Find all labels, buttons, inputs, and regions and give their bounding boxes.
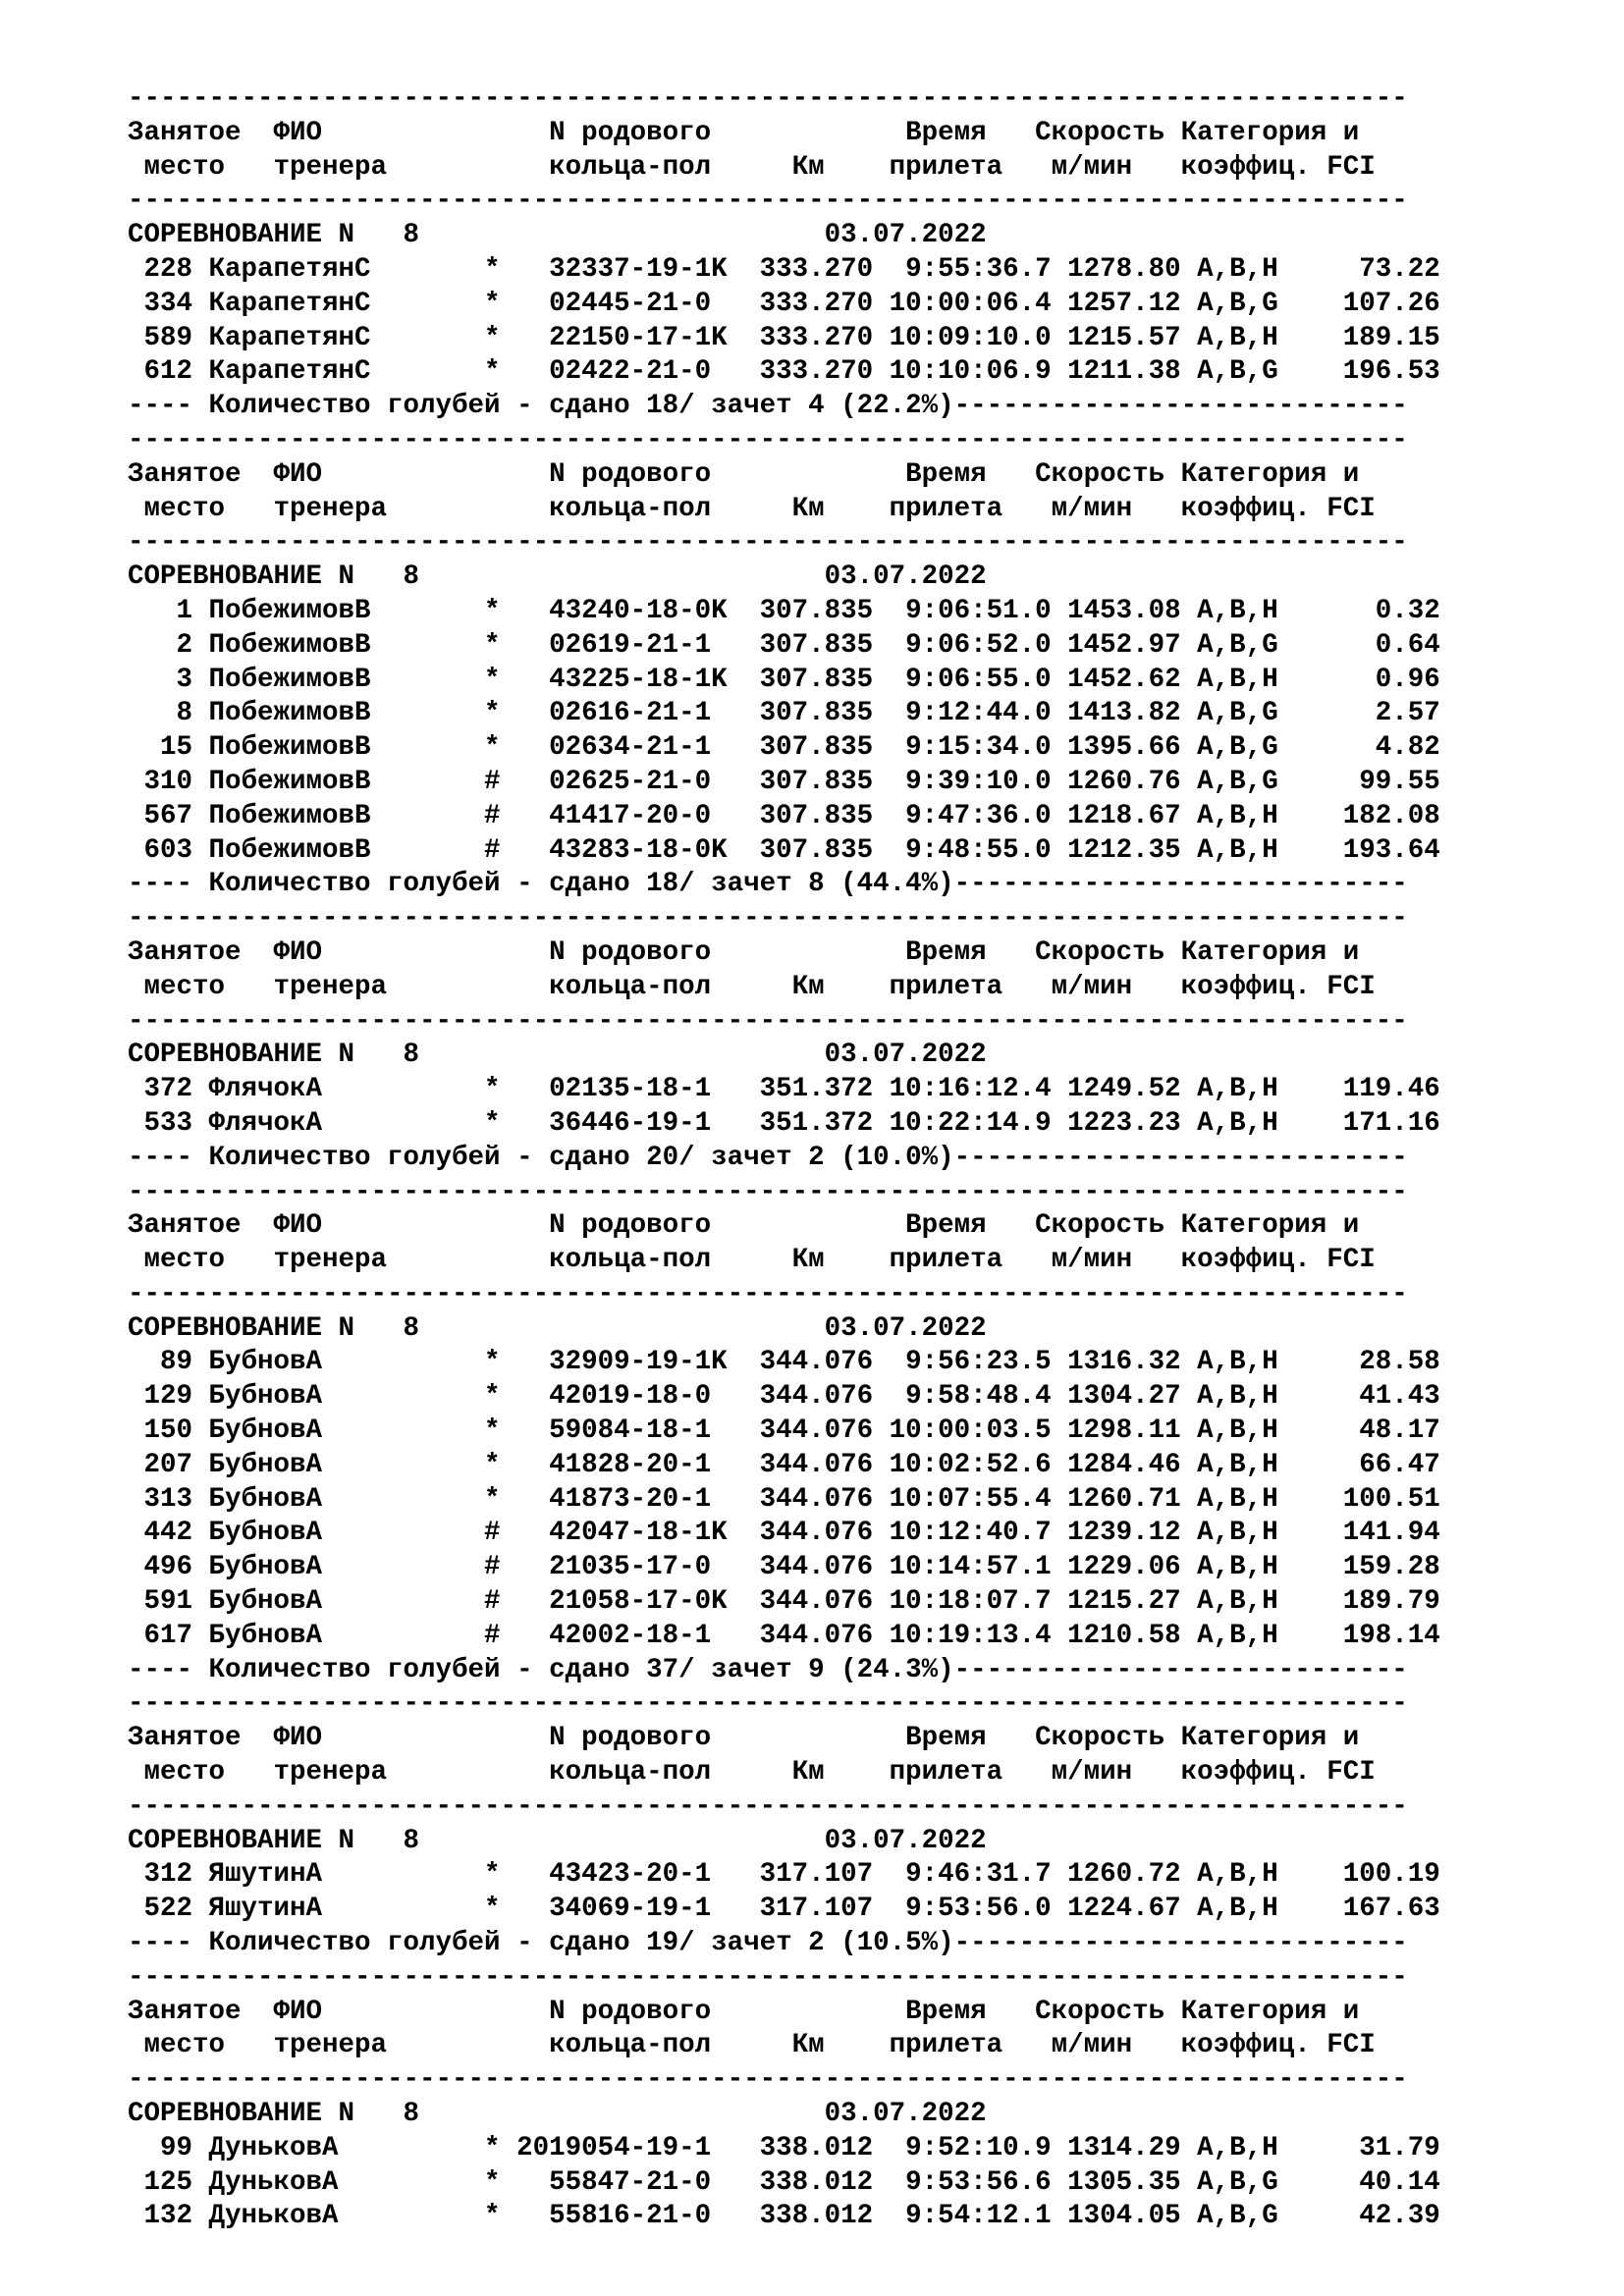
- report-line: 533 ФлячокА * 36446-19-1 351.372 10:22:14.9 1223.23 A,B,H 171.16: [128, 1107, 1440, 1139]
- report-line: 125 ДуньковА * 55847-21-0 338.012 9:53:56.6 1305.35 A,B,G 40.14: [128, 2166, 1440, 2198]
- report-line: -------------------------------------------------------------------------------: [128, 1176, 1408, 1207]
- result-section: [128, 902, 1440, 1175]
- report-line: -------------------------------------------------------------------------------: [128, 186, 1408, 217]
- report-line: СОРЕВНОВАНИЕ N 8 03.07.2022: [128, 220, 987, 251]
- report-line: СОРЕВНОВАНИЕ N 8 03.07.2022: [128, 561, 987, 593]
- report-line: 334 КарапетянС * 02445-21-0 333.270 10:00:06.4 1257.12 A,B,G 107.26: [128, 288, 1440, 319]
- report-line: 591 БубновА # 21058-17-0K 344.076 10:18:07.7 1215.27 A,B,H 189.79: [128, 1586, 1440, 1618]
- report-line: 442 БубновА # 42047-18-1K 344.076 10:12:40.7 1239.12 A,B,H 141.94: [128, 1518, 1440, 1549]
- report-line: ---- Количество голубей - сдано 37/ зачет 9 (24.3%)----------------------------: [128, 1654, 1408, 1685]
- report-line: 372 ФлячокА * 02135-18-1 351.372 10:16:12.4 1249.52 A,B,H 119.46: [128, 1074, 1440, 1105]
- report-line: Занятое ФИО N родового Время Скорость Категория и: [128, 936, 1360, 968]
- result-section: [128, 82, 1440, 424]
- report-line: 15 ПобежимовВ * 02634-21-1 307.835 9:15:34.0 1395.66 A,B,G 4.82: [128, 732, 1440, 764]
- report-line: СОРЕВНОВАНИЕ N 8 03.07.2022: [128, 2099, 987, 2130]
- report-line: 567 ПобежимовВ # 41417-20-0 307.835 9:47:36.0 1218.67 A,B,H 182.08: [128, 800, 1440, 831]
- report-line: Занятое ФИО N родового Время Скорость Категория и: [128, 1723, 1360, 1754]
- report-line: 612 КарапетянС * 02422-21-0 333.270 10:10:06.9 1211.38 A,B,G 196.53: [128, 356, 1440, 388]
- result-section: [128, 1687, 1440, 1960]
- report-line: 1 ПобежимовВ * 43240-18-0K 307.835 9:06:51.0 1453.08 A,B,H 0.32: [128, 595, 1440, 626]
- report-line: 589 КарапетянС * 22150-17-1K 333.270 10:09:10.0 1215.57 A,B,H 189.15: [128, 322, 1440, 353]
- report-line: 132 ДуньковА * 55816-21-0 338.012 9:54:12.1 1304.05 A,B,G 42.39: [128, 2201, 1440, 2232]
- report-line: 3 ПобежимовВ * 43225-18-1K 307.835 9:06:55.0 1452.62 A,B,H 0.96: [128, 664, 1440, 695]
- report-line: 603 ПобежимовВ # 43283-18-0K 307.835 9:48:55.0 1212.35 A,B,H 193.64: [128, 834, 1440, 866]
- report-line: 2 ПобежимовВ * 02619-21-1 307.835 9:06:52.0 1452.97 A,B,G 0.64: [128, 629, 1440, 661]
- report-line: 129 БубновА * 42019-18-0 344.076 9:58:48.4 1304.27 A,B,H 41.43: [128, 1381, 1440, 1413]
- result-section: [128, 1176, 1440, 1688]
- report-line: 522 ЯшутинА * 34069-19-1 317.107 9:53:56.0 1224.67 A,B,H 167.63: [128, 1894, 1440, 1925]
- report-line: 8 ПобежимовВ * 02616-21-1 307.835 9:12:44.0 1413.82 A,B,G 2.57: [128, 698, 1440, 729]
- report-line: 207 БубновА * 41828-20-1 344.076 10:02:52.6 1284.46 A,B,H 66.47: [128, 1449, 1440, 1480]
- report-line: 313 БубновА * 41873-20-1 344.076 10:07:55.4 1260.71 A,B,H 100.51: [128, 1483, 1440, 1515]
- report-line: -------------------------------------------------------------------------------: [128, 1278, 1408, 1309]
- report-line: место тренера кольца-пол Км прилета м/мин коэффиц. FCI: [128, 1757, 1376, 1789]
- report-line: 228 КарапетянС * 32337-19-1K 333.270 9:55:36.7 1278.80 A,B,H 73.22: [128, 253, 1440, 285]
- report-line: -------------------------------------------------------------------------------: [128, 83, 1408, 114]
- report-line: -------------------------------------------------------------------------------: [128, 1961, 1408, 1993]
- report-line: СОРЕВНОВАНИЕ N 8 03.07.2022: [128, 1312, 987, 1344]
- result-section: [128, 1961, 1440, 2234]
- report-line: Занятое ФИО N родового Время Скорость Категория и: [128, 1996, 1360, 2027]
- report-line: -------------------------------------------------------------------------------: [128, 424, 1408, 455]
- report-line: место тренера кольца-пол Км прилета м/мин коэффиц. FCI: [128, 1245, 1376, 1276]
- report-line: -------------------------------------------------------------------------------: [128, 1790, 1408, 1822]
- results-document: [128, 82, 1440, 2234]
- report-line: -------------------------------------------------------------------------------: [128, 2064, 1408, 2096]
- report-line: Занятое ФИО N родового Время Скорость Категория и: [128, 458, 1360, 490]
- report-line: ---- Количество голубей - сдано 20/ зачет 2 (10.0%)----------------------------: [128, 1142, 1408, 1173]
- report-line: -------------------------------------------------------------------------------: [128, 1005, 1408, 1037]
- report-line: -------------------------------------------------------------------------------: [128, 903, 1408, 934]
- report-line: ---- Количество голубей - сдано 18/ зачет 8 (44.4%)----------------------------: [128, 869, 1408, 900]
- report-line: СОРЕВНОВАНИЕ N 8 03.07.2022: [128, 1825, 987, 1856]
- report-line: 310 ПобежимовВ # 02625-21-0 307.835 9:39:10.0 1260.76 A,B,G 99.55: [128, 766, 1440, 797]
- report-line: 496 БубновА # 21035-17-0 344.076 10:14:57.1 1229.06 A,B,H 159.28: [128, 1552, 1440, 1583]
- report-line: место тренера кольца-пол Км прилета м/мин коэффиц. FCI: [128, 493, 1376, 524]
- report-line: 312 ЯшутинА * 43423-20-1 317.107 9:46:31.7 1260.72 A,B,H 100.19: [128, 1859, 1440, 1891]
- report-line: 150 БубновА * 59084-18-1 344.076 10:00:03.5 1298.11 A,B,H 48.17: [128, 1415, 1440, 1447]
- report-line: 99 ДуньковА * 2019054-19-1 338.012 9:52:10.9 1314.29 A,B,H 31.79: [128, 2132, 1440, 2163]
- report-line: место тренера кольца-пол Км прилета м/мин коэффиц. FCI: [128, 151, 1376, 183]
- report-line: -------------------------------------------------------------------------------: [128, 527, 1408, 559]
- result-section: [128, 424, 1440, 902]
- report-line: ---- Количество голубей - сдано 18/ зачет 4 (22.2%)----------------------------: [128, 391, 1408, 422]
- report-line: -------------------------------------------------------------------------------: [128, 1688, 1408, 1720]
- report-line: Занятое ФИО N родового Время Скорость Категория и: [128, 117, 1360, 148]
- report-line: 89 БубновА * 32909-19-1K 344.076 9:56:23.5 1316.32 A,B,H 28.58: [128, 1347, 1440, 1378]
- report-line: 617 БубновА # 42002-18-1 344.076 10:19:13.4 1210.58 A,B,H 198.14: [128, 1620, 1440, 1651]
- report-line: СОРЕВНОВАНИЕ N 8 03.07.2022: [128, 1040, 987, 1071]
- report-line: место тренера кольца-пол Км прилета м/мин коэффиц. FCI: [128, 971, 1376, 1002]
- report-line: Занятое ФИО N родового Время Скорость Категория и: [128, 1210, 1360, 1242]
- report-line: ---- Количество голубей - сдано 19/ зачет 2 (10.5%)----------------------------: [128, 1928, 1408, 1959]
- report-line: место тренера кольца-пол Км прилета м/мин коэффиц. FCI: [128, 2030, 1376, 2061]
